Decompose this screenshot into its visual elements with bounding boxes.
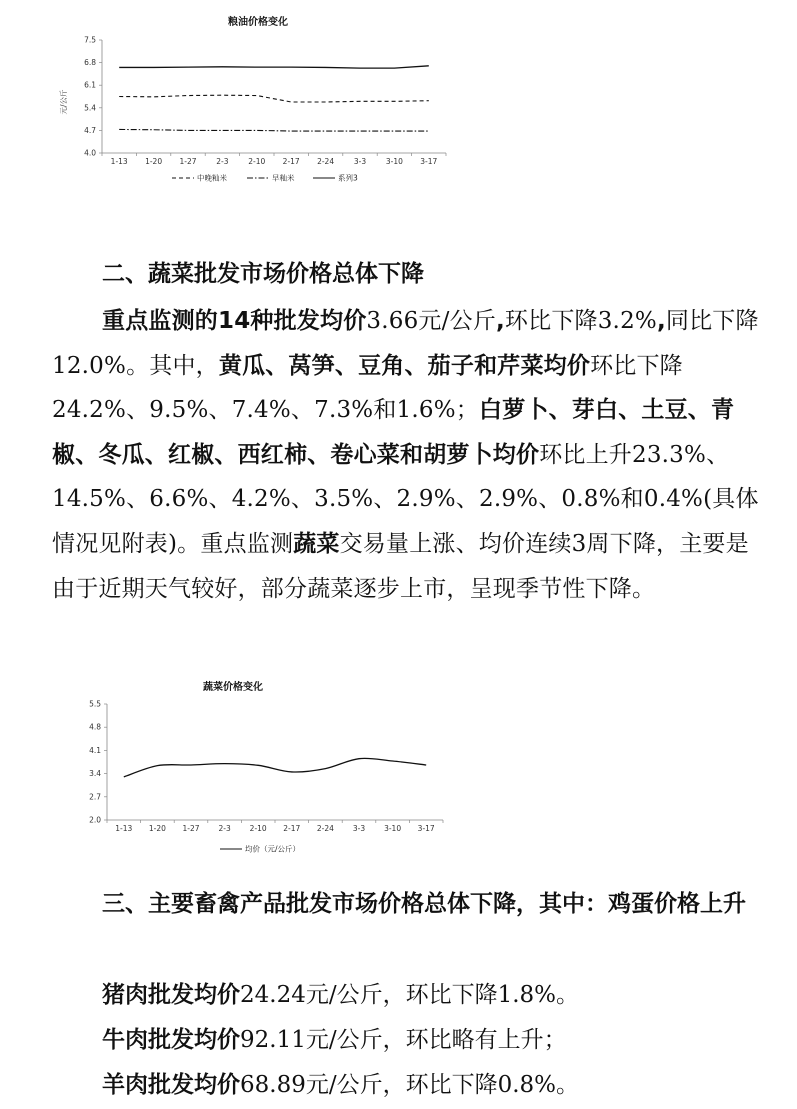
mutton-price-line xyxy=(102,1063,579,1107)
series-line-2 xyxy=(119,129,429,131)
item-value: 68.89元/公斤，环比下降0.8%。 xyxy=(240,1072,580,1098)
legend xyxy=(220,844,300,854)
y-tick-label: 4.8 xyxy=(89,722,101,732)
text-run: 3.66元/公斤 xyxy=(366,308,496,334)
item-label: 牛肉批发均价 xyxy=(102,1027,240,1053)
vegetable-price-chart xyxy=(70,674,470,864)
text-run: 交易量上涨、均价连续3周下降，主要是由于近期天气较好，部分蔬菜逐步上市，呈现季节性下降。 xyxy=(52,530,749,602)
beef-price-line xyxy=(102,1018,567,1062)
x-tick-label: 2-3 xyxy=(218,824,231,833)
text-run: 环比上升23.3%、14.5%、6.6%、4.2%、3.5%、2.9%、2.9%、0.8%和0.4%(具体情况见附表)。重点监测 xyxy=(52,441,759,557)
x-tick-label: 3-3 xyxy=(352,824,366,833)
bold-run: 黄瓜、莴笋、豆角、茄子和芹菜均价 xyxy=(218,352,591,379)
x-tick-label: 2-24 xyxy=(316,824,334,833)
x-tick-label: 1-27 xyxy=(182,824,200,833)
vegetable-summary-paragraph xyxy=(52,299,764,611)
y-tick-label: 5.4 xyxy=(84,103,96,113)
grain-oil-price-chart xyxy=(40,6,460,186)
x-tick-label: 1-13 xyxy=(115,824,133,833)
x-tick-label: 2-3 xyxy=(216,157,229,166)
bold-run: 白萝卜、芽白、土豆、青椒、冬瓜、红椒、西红柿、卷心菜和胡萝卜均价 xyxy=(52,397,735,468)
series-line-3 xyxy=(119,66,429,68)
x-tick-label: 3-10 xyxy=(385,157,403,166)
chart-title: 粮油价格变化 xyxy=(228,17,288,28)
pork-price-line xyxy=(102,973,579,1017)
section-heading-vegetables: 二、蔬菜批发市场价格总体下降 xyxy=(102,261,424,287)
y-tick-label: 6.8 xyxy=(84,58,96,68)
item-label: 猪肉批发均价 xyxy=(102,982,240,1008)
series-group xyxy=(124,758,426,777)
item-label: 羊肉批发均价 xyxy=(102,1072,240,1098)
y-tick-label: 4.1 xyxy=(89,745,101,755)
y-tick-label: 5.5 xyxy=(89,699,101,709)
y-tick-label: 2.0 xyxy=(89,815,101,825)
x-tick-label: 3-17 xyxy=(420,157,438,166)
y-tick-label: 2.7 xyxy=(89,792,101,802)
series-line-1 xyxy=(124,758,426,777)
x-tick-label: 1-20 xyxy=(145,157,163,166)
legend-label: 系列3 xyxy=(338,173,358,183)
y-tick-label: 3.4 xyxy=(89,769,101,779)
x-tick-label: 3-10 xyxy=(384,824,402,833)
x-tick-label: 1-20 xyxy=(148,824,166,833)
text-run: 环比下降24.2%、9.5%、7.4%、7.3%和1.6%； xyxy=(52,352,683,424)
x-tick-label: 2-10 xyxy=(249,824,267,833)
series-line-1 xyxy=(119,95,429,102)
x-tick-label: 2-10 xyxy=(248,157,266,166)
y-tick-label: 4.7 xyxy=(84,125,96,135)
legend xyxy=(172,173,358,183)
item-value: 92.11元/公斤，环比略有上升； xyxy=(240,1027,567,1053)
text-run: 环比下降3.2% xyxy=(504,308,657,334)
bold-run: , xyxy=(495,308,505,334)
section-heading-livestock: 三、主要畜禽产品批发市场价格总体下降，其中：鸡蛋价格上升 xyxy=(102,891,746,917)
legend-label: 均价（元/公斤） xyxy=(245,844,301,854)
y-axis-label: 元/公斤 xyxy=(59,89,68,115)
x-tick-label: 2-24 xyxy=(317,157,335,166)
text-run: 同比下降12.0%。其中， xyxy=(52,308,759,379)
x-tick-label: 2-17 xyxy=(283,824,301,833)
x-tick-label: 3-17 xyxy=(417,824,435,833)
x-tick-label: 1-13 xyxy=(110,157,128,166)
bold-run: 蔬菜 xyxy=(293,530,340,557)
bold-run: 重点监测的14种批发均价 xyxy=(102,308,367,334)
item-value: 24.24元/公斤，环比下降1.8%。 xyxy=(240,982,580,1008)
axes xyxy=(84,36,446,167)
y-tick-label: 7.5 xyxy=(84,35,96,45)
bold-run: , xyxy=(656,308,666,334)
x-tick-label: 1-27 xyxy=(179,157,197,166)
x-tick-label: 2-17 xyxy=(282,157,300,166)
series-group xyxy=(119,66,429,131)
y-tick-label: 4.0 xyxy=(84,148,96,158)
chart-title: 蔬菜价格变化 xyxy=(203,682,263,693)
y-tick-label: 6.1 xyxy=(84,80,96,90)
legend-label: 早籼米 xyxy=(272,173,295,183)
legend-label: 中晚籼米 xyxy=(197,173,227,183)
x-tick-label: 3-3 xyxy=(353,157,367,166)
